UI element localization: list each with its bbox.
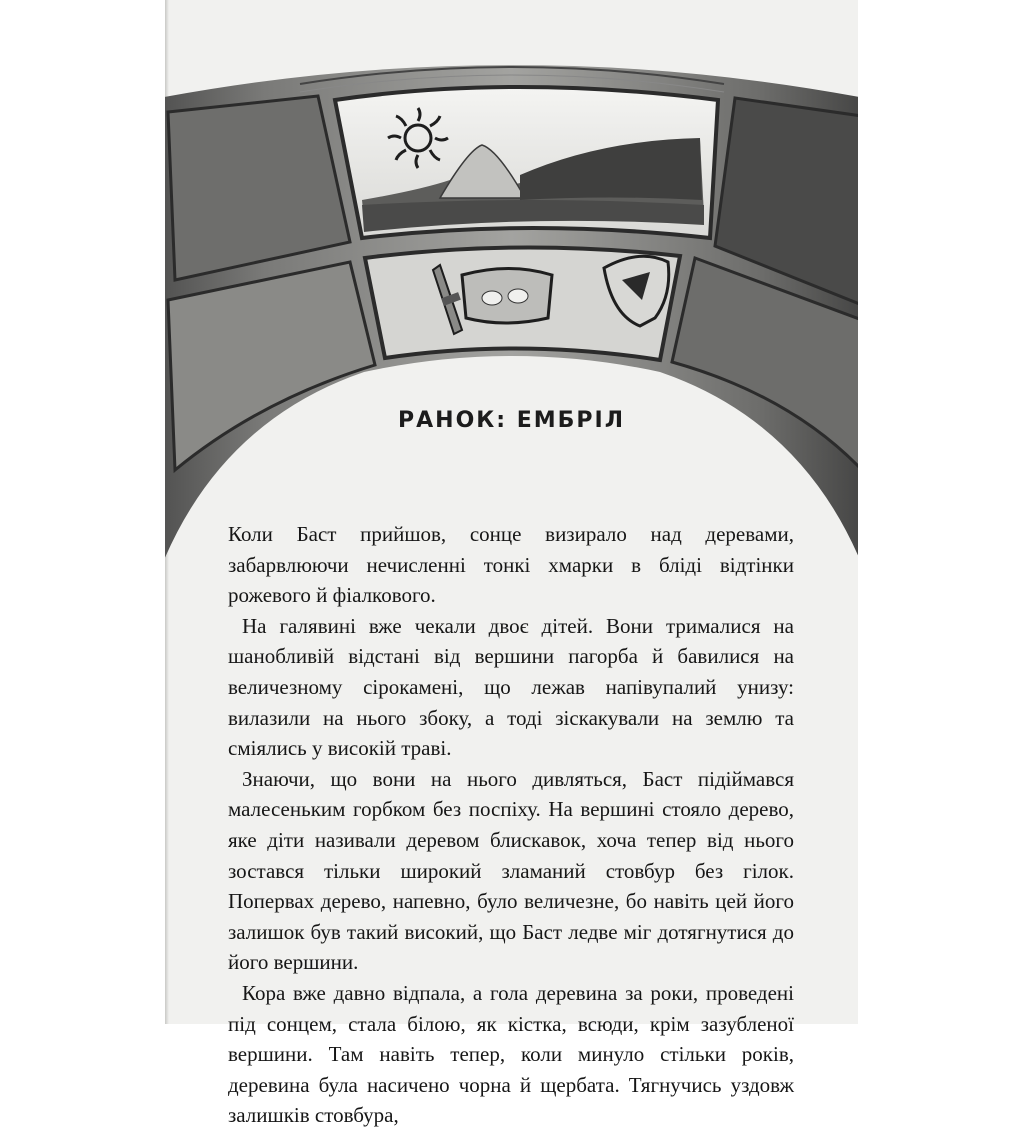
paragraph-4: Кора вже давно відпала, а гола деревина за роки, проведені під сонцем, стала білою, як кістка, всюди, крім зазубленої вершини. Там навіть тепер, коли минуло стільки років, деревина була насичено чорна й щербата. Тягнучись уздовж залишків стовбура, — [228, 980, 794, 1128]
paragraph-1: Коли Баст прийшов, сонце визирало над деревами, забарвлюючи нечисленні тонкі хмарки в бліді відтінки рожевого й фіалкового. — [228, 522, 794, 608]
rabbits-box-icon — [462, 269, 552, 324]
chapter-title: РАНОК: ЕМБРІЛ — [398, 408, 625, 433]
paragraph-3: Знаючи, що вони на нього дивляться, Баст підіймався малесеньким горбком без поспіху. На вершині стояло дерево, яке діти називали деревом блискавок, хоча тепер від нього зостався тільки широкий зламаний стовбур без гілок. Попервах дерево, напевно, було величезне, бо навіть цей його залишок був такий високий, що Баст ледве міг дотягнутися до його вершини. — [228, 766, 794, 975]
paragraph-2: На галявині вже чекали двоє дітей. Вони трималися на шанобливій відстані від вершини пагорба й бавилися на величезному сірокамені, що лежав напівупалий унизу: вилазили на нього збоку, а тоді зіскакували на землю та сміялись у високій траві. — [228, 613, 794, 761]
chapter-body-text — [228, 519, 794, 1131]
lower-left-panel — [168, 262, 375, 470]
